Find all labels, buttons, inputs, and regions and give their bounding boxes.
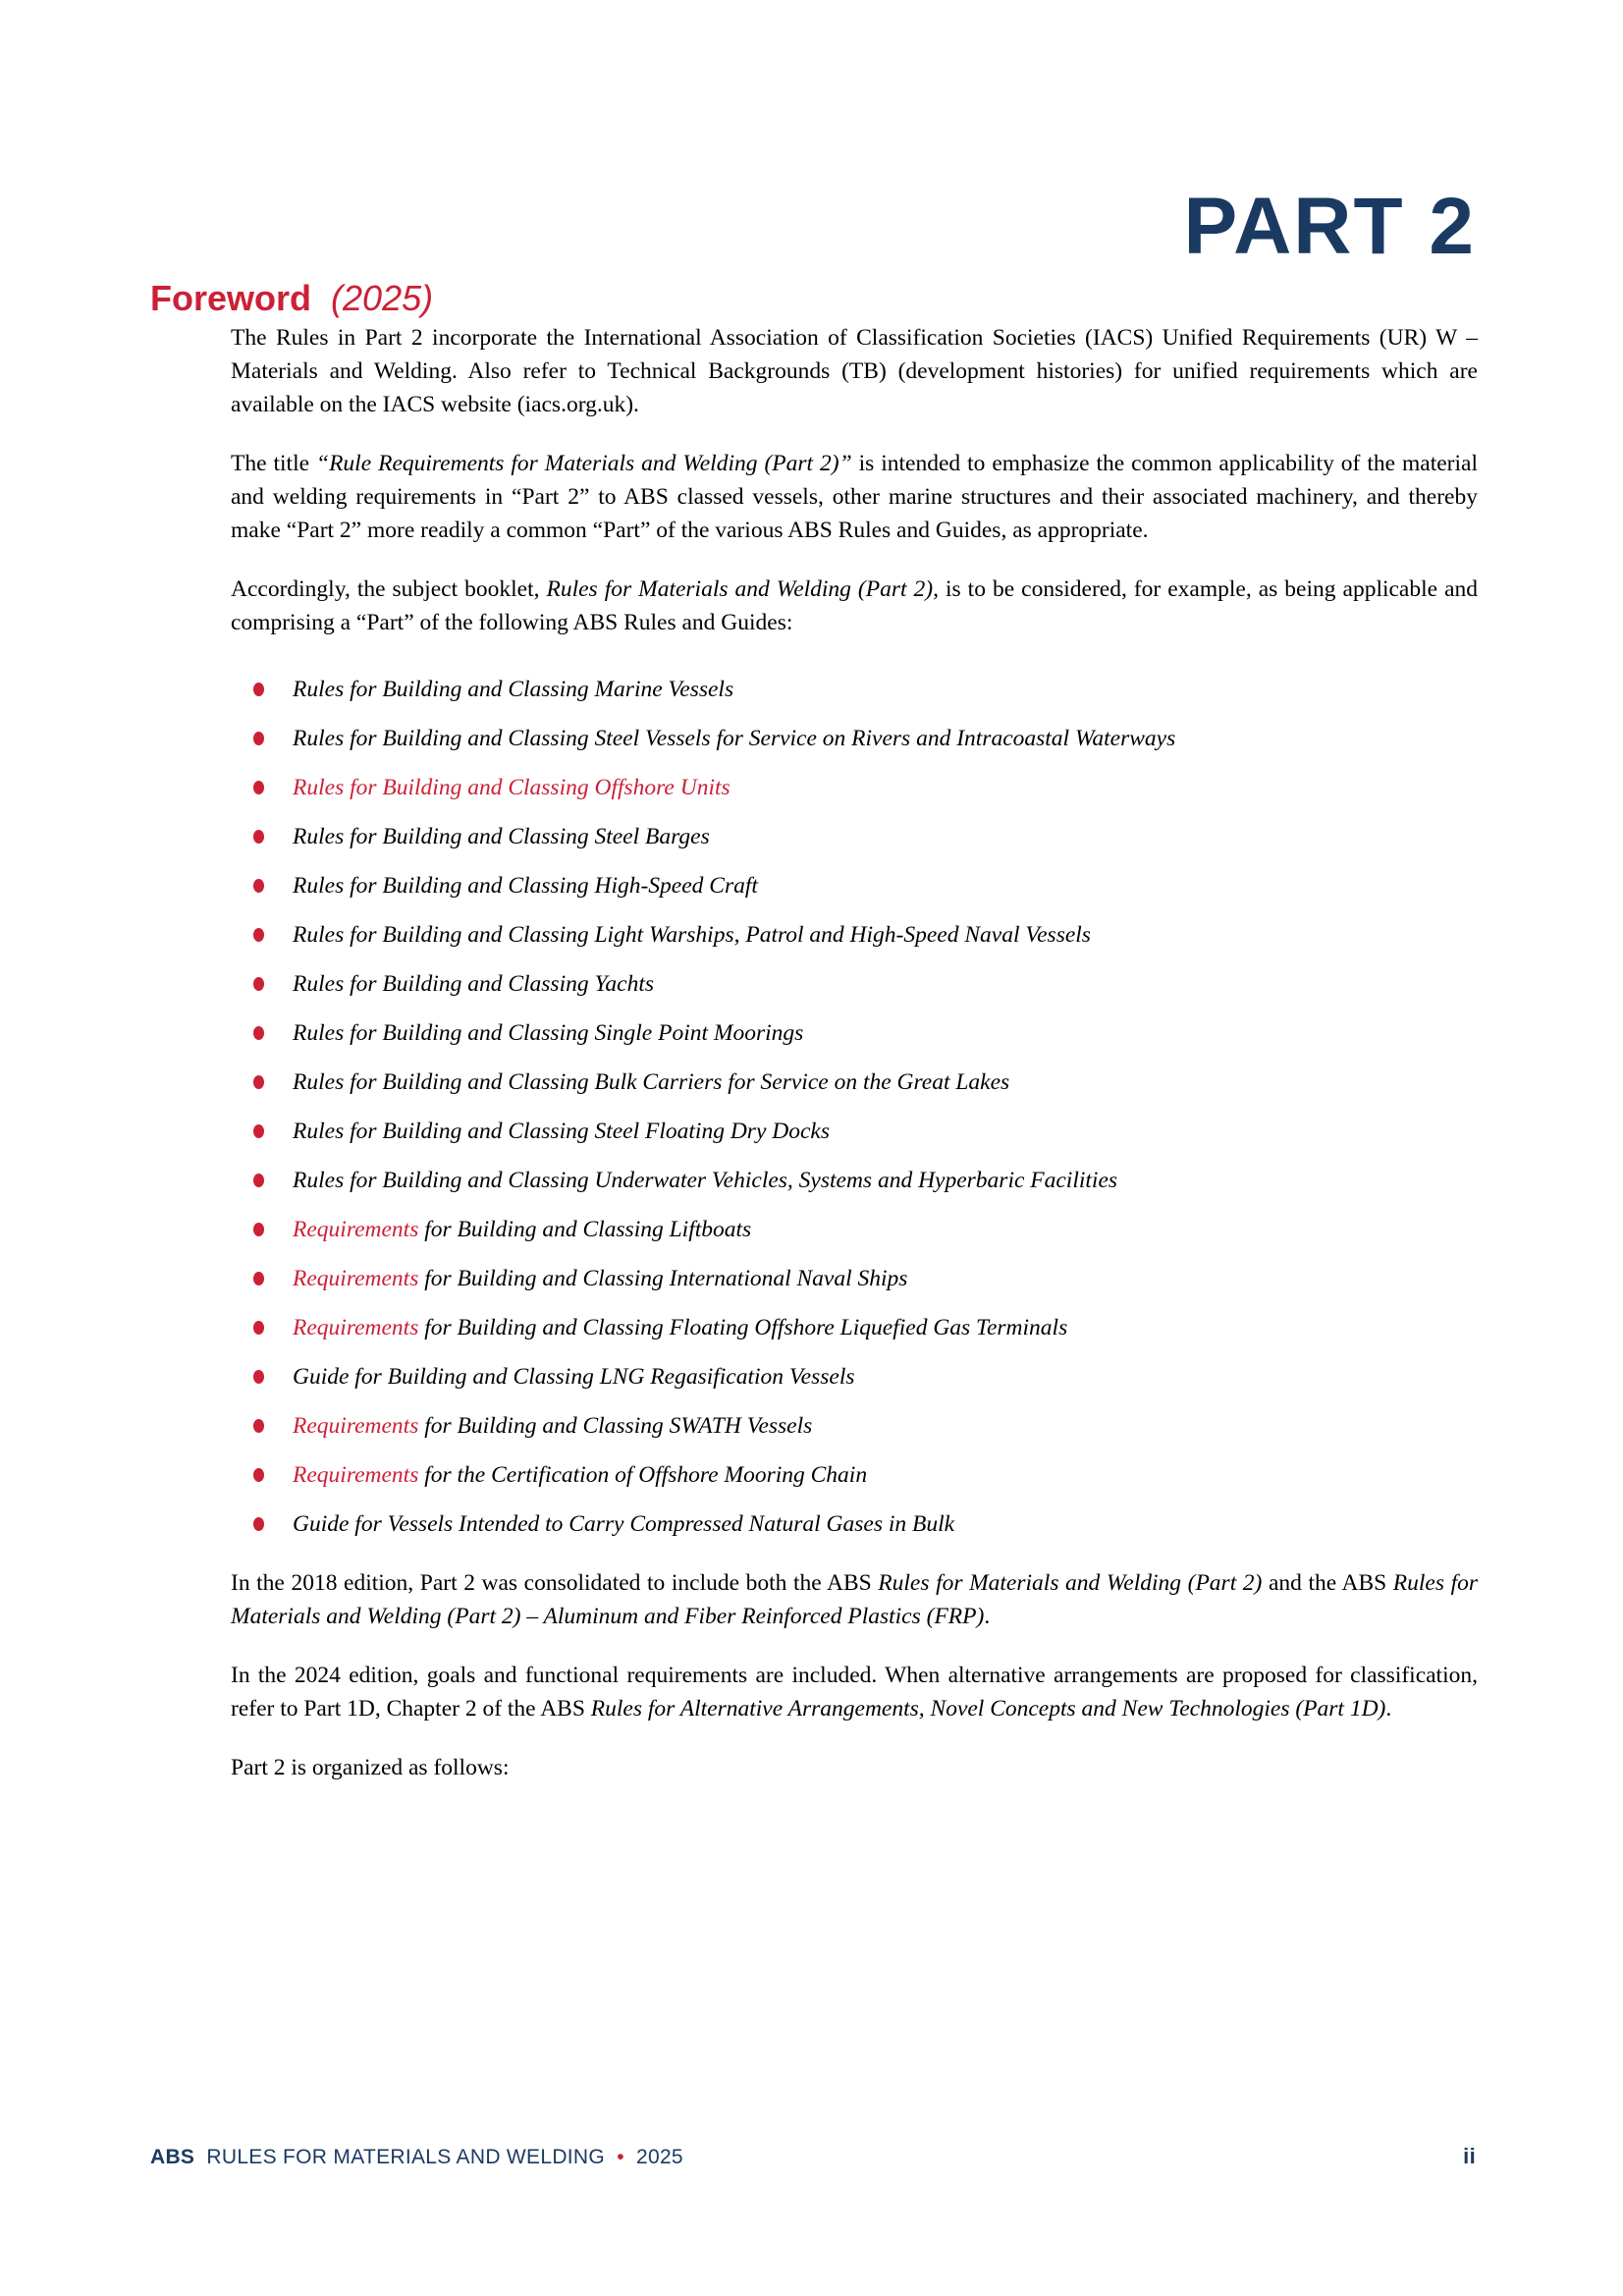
bullet-icon bbox=[253, 1321, 264, 1335]
bullet-icon bbox=[253, 781, 264, 794]
text-segment: is intended to emphasize the common applicability of the material and welding requirements in “Part 2” to ABS classed vessels, other marine structures and their associated machinery, and thereby make “Part 2” more readily a common “Part” of the various ABS Rules and Guides, as appropriate. bbox=[231, 451, 1478, 544]
text-segment: Rules for Building and Classing Underwater Vehicles, Systems and Hyperbaric Facilities bbox=[293, 1168, 1118, 1194]
list-item bbox=[231, 1262, 1478, 1295]
list-item bbox=[231, 918, 1478, 952]
text-segment: Requirements bbox=[293, 1462, 419, 1489]
text-segment: Rules for Building and Classing Yachts bbox=[293, 971, 654, 998]
text-segment: . bbox=[984, 1604, 991, 1630]
text-segment: Accordingly, the subject booklet, bbox=[231, 576, 547, 603]
bullet-icon bbox=[253, 879, 264, 893]
foreword-section bbox=[150, 0, 1483, 1784]
text-segment: Rules for Building and Classing Offshore Units bbox=[293, 775, 730, 801]
list-item bbox=[231, 673, 1478, 706]
list-item bbox=[231, 1507, 1478, 1541]
abs-brand: ABS bbox=[150, 2146, 195, 2168]
bullet-icon bbox=[253, 683, 264, 696]
text-segment: for Building and Classing Liftboats bbox=[418, 1217, 752, 1243]
list-item bbox=[231, 1458, 1478, 1492]
text-segment: Requirements bbox=[293, 1315, 419, 1341]
list-item bbox=[231, 1164, 1478, 1197]
paragraph-2024-edition bbox=[231, 1659, 1478, 1725]
list-item bbox=[231, 722, 1478, 755]
text-segment: Requirements bbox=[293, 1217, 419, 1243]
foreword-heading bbox=[150, 0, 1483, 319]
text-segment: for Building and Classing Floating Offshore Liquefied Gas Terminals bbox=[418, 1315, 1068, 1341]
text-segment: Requirements bbox=[293, 1266, 419, 1292]
bullet-icon bbox=[253, 830, 264, 844]
paragraph-organization-lead-in bbox=[231, 1751, 1478, 1784]
text-segment: Rules for Building and Classing Single Point Moorings bbox=[293, 1020, 804, 1047]
paragraph-title-intent bbox=[231, 447, 1478, 547]
bullet-icon bbox=[253, 1223, 264, 1236]
text-segment: In the 2024 edition, goals and functional requirements are included. When alternative arrangements are proposed for classification, refer to Part 1D, Chapter 2 of the ABS bbox=[231, 1663, 1478, 1722]
part-title: PART 2 bbox=[1183, 182, 1476, 271]
bullet-icon bbox=[253, 1517, 264, 1531]
footer-year: 2025 bbox=[635, 2146, 683, 2168]
text-segment: Rules for Building and Classing Light Warships, Patrol and High-Speed Naval Vessels bbox=[293, 922, 1091, 949]
bullet-icon bbox=[253, 1468, 264, 1482]
text-segment: Rules for Building and Classing Bulk Carriers for Service on the Great Lakes bbox=[293, 1069, 1010, 1096]
bullet-icon bbox=[253, 977, 264, 991]
foreword-title: Foreword bbox=[150, 278, 312, 318]
text-segment: Rules for Materials and Welding (Part 2) – Aluminum and Fiber Reinforced Plastics (FRP) bbox=[231, 1570, 1478, 1630]
dot-separator-icon: • bbox=[617, 2146, 624, 2168]
text-segment: Rules for Building and Classing Steel Barges bbox=[293, 824, 710, 850]
bullet-icon bbox=[253, 1419, 264, 1433]
bullet-icon bbox=[253, 1075, 264, 1089]
footer-publication bbox=[150, 2146, 689, 2169]
text-segment: In the 2018 edition, Part 2 was consolidated to include both the ABS bbox=[231, 1570, 879, 1597]
bullet-icon bbox=[253, 1026, 264, 1040]
text-segment: Rules for Materials and Welding (Part 2), bbox=[546, 576, 939, 603]
list-item bbox=[231, 1115, 1478, 1148]
bullet-icon bbox=[253, 1272, 264, 1285]
rules-list bbox=[231, 673, 1478, 1541]
text-segment: The Rules in Part 2 incorporate the International Association of Classification Societies (IACS) Unified Requirements (UR) W – Materials and Welding. Also refer to Technical Backgrounds (TB) (development histories) for unified requirements which are available on the IACS website (iacs.org.uk). bbox=[231, 325, 1478, 418]
text-segment: for Building and Classing International Naval Ships bbox=[418, 1266, 908, 1292]
text-segment: The title bbox=[231, 451, 316, 477]
bullet-icon bbox=[253, 1174, 264, 1187]
list-item bbox=[231, 1066, 1478, 1099]
foreword-year: (2025) bbox=[331, 278, 434, 318]
text-segment: “Rule Requirements for Materials and Welding (Part 2)” bbox=[316, 451, 852, 477]
page-number: ii bbox=[1463, 2144, 1476, 2168]
text-segment: Rules for Building and Classing Steel Floating Dry Docks bbox=[293, 1119, 830, 1145]
list-item bbox=[231, 1213, 1478, 1246]
footer-title: RULES FOR MATERIALS AND WELDING bbox=[206, 2146, 606, 2168]
list-item bbox=[231, 1311, 1478, 1344]
text-segment: . bbox=[1385, 1696, 1392, 1722]
list-item bbox=[231, 869, 1478, 902]
text-segment: Rules for Materials and Welding (Part 2) bbox=[878, 1570, 1263, 1597]
list-item bbox=[231, 1360, 1478, 1394]
list-item bbox=[231, 771, 1478, 804]
list-item bbox=[231, 1409, 1478, 1443]
paragraph-applicability bbox=[231, 573, 1478, 639]
bullet-icon bbox=[253, 1370, 264, 1384]
bullet-icon bbox=[253, 928, 264, 942]
text-segment: Guide for Vessels Intended to Carry Compressed Natural Gases in Bulk bbox=[293, 1511, 955, 1538]
text-segment: Rules for Alternative Arrangements, Novel Concepts and New Technologies (Part 1D) bbox=[590, 1696, 1386, 1722]
text-segment: for Building and Classing SWATH Vessels bbox=[418, 1413, 813, 1440]
text-segment: Guide for Building and Classing LNG Regasification Vessels bbox=[293, 1364, 855, 1391]
page-footer bbox=[150, 2144, 1476, 2169]
list-item bbox=[231, 820, 1478, 853]
list-item bbox=[231, 967, 1478, 1001]
bullet-icon bbox=[253, 1124, 264, 1138]
text-segment: and the ABS bbox=[1262, 1570, 1393, 1597]
list-item bbox=[231, 1016, 1478, 1050]
text-segment: Requirements bbox=[293, 1413, 419, 1440]
text-segment: for the Certification of Offshore Mooring Chain bbox=[418, 1462, 868, 1489]
text-segment: Rules for Building and Classing High-Speed Craft bbox=[293, 873, 758, 900]
text-segment: Part 2 is organized as follows: bbox=[231, 1755, 510, 1781]
paragraph-2018-edition bbox=[231, 1566, 1478, 1633]
paragraph-iacs-unified-requirements bbox=[231, 321, 1478, 421]
bullet-icon bbox=[253, 732, 264, 745]
text-segment: is to be considered, for example, as being applicable and comprising a “Part” of the following ABS Rules and Guides: bbox=[231, 576, 1479, 636]
text-segment: Rules for Building and Classing Marine Vessels bbox=[293, 677, 734, 703]
text-segment: Rules for Building and Classing Steel Vessels for Service on Rivers and Intracoastal Waterways bbox=[293, 726, 1176, 752]
